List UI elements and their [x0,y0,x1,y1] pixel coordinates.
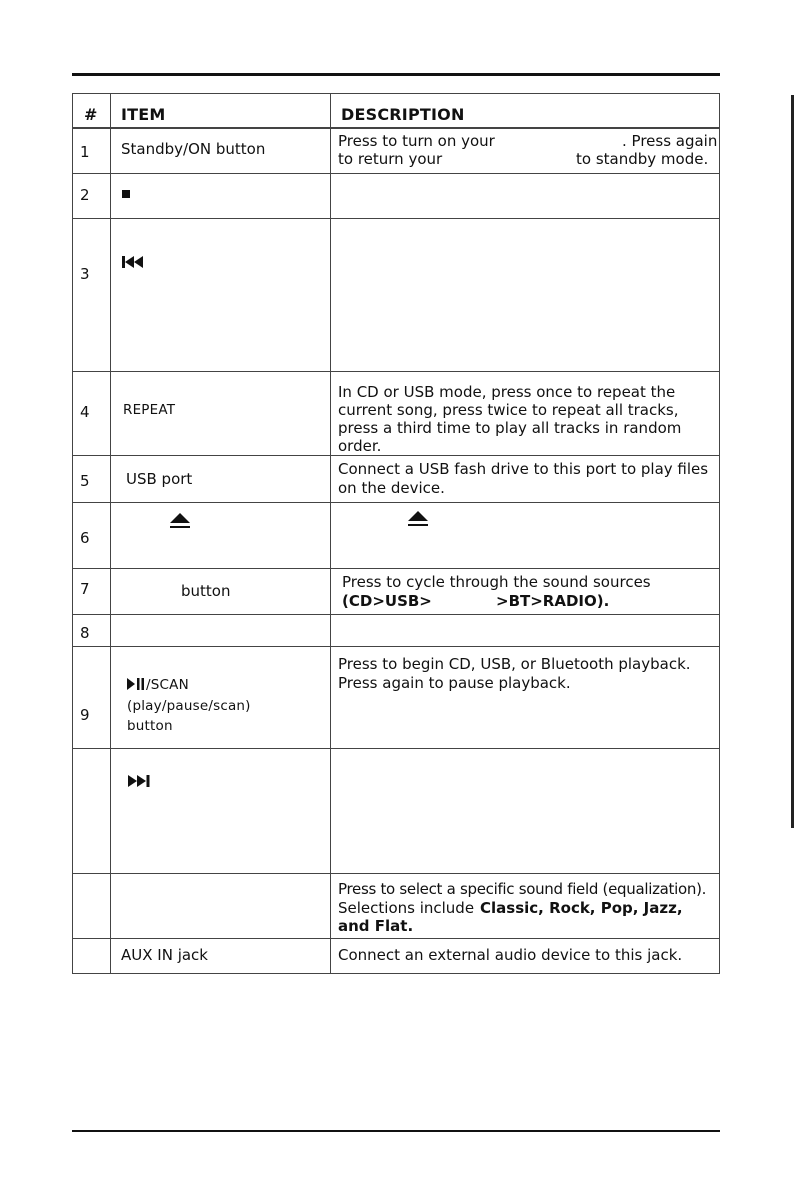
row-number: 4 [80,403,90,421]
row-number: 5 [80,472,90,490]
table-border-left [72,93,73,974]
bottom-rule [72,1130,720,1132]
row-number: 6 [80,529,90,547]
description-text: . Press again [622,132,718,150]
eject-icon [407,511,429,527]
row-divider [72,568,720,569]
row-number: 2 [80,186,90,204]
row-divider [72,748,720,749]
description-text: Press to cycle through the sound sources [342,573,651,591]
column-divider-item [330,93,331,974]
row-divider [72,614,720,615]
table-border-right [719,93,720,974]
row-divider [72,646,720,647]
description-text: Connect an external audio device to this jack. [338,946,683,964]
description-text: to return your [338,150,443,168]
description-text: (CD>USB> [342,592,432,610]
eject-icon [169,513,191,529]
description-text: Press to begin CD, USB, or Bluetooth playback. [338,655,691,673]
row-divider [72,93,720,94]
description-text: Selections include [338,899,475,917]
description-text: Classic, Rock, Pop, Jazz, [480,899,683,917]
item-label: (play/pause/scan) [127,698,251,714]
description-text: In CD or USB mode, press once to repeat the [338,383,676,401]
description-text: press a third time to play all tracks in random [338,419,682,437]
row-divider [72,938,720,939]
description-text: Press to turn on your [338,132,495,150]
row-divider [72,173,720,174]
row-divider [72,502,720,503]
description-text: Press again to pause playback. [338,674,571,692]
description-text: Press to select a specific sound field (equalization). [338,880,707,898]
row-number: 1 [80,143,90,161]
skip-forward-icon [128,775,150,787]
description-text: >BT>RADIO). [496,592,610,610]
row-divider [72,873,720,874]
description-text: Connect a USB fash drive to this port to play files [338,460,709,478]
header-item: ITEM [121,105,166,124]
row-divider [72,455,720,456]
row-number: 7 [80,580,90,598]
item-label: button [181,582,231,600]
stop-icon [122,190,130,198]
item-label: AUX IN jack [121,946,208,964]
header-num: # [84,105,98,124]
row-number: 8 [80,624,90,642]
row-divider [72,127,720,129]
top-rule [72,73,720,76]
row-number: 3 [80,265,90,283]
row-divider [72,973,720,974]
row-divider [72,218,720,219]
header-description: DESCRIPTION [341,105,465,124]
skip-back-icon [122,256,144,268]
play-pause-icon [127,678,145,690]
row-number: 9 [80,706,90,724]
item-label: /SCAN [146,677,189,693]
column-divider-num [110,93,111,974]
item-label: REPEAT [123,402,176,418]
description-text: on the device. [338,479,445,497]
description-text: order. [338,437,382,455]
item-label: button [127,718,173,734]
description-text: current song, press twice to repeat all tracks, [338,401,679,419]
description-text: and Flat. [338,917,414,935]
description-text: to standby mode. [576,150,709,168]
item-label: Standby/ON button [121,140,266,158]
item-label: USB port [126,470,193,488]
row-divider [72,371,720,372]
